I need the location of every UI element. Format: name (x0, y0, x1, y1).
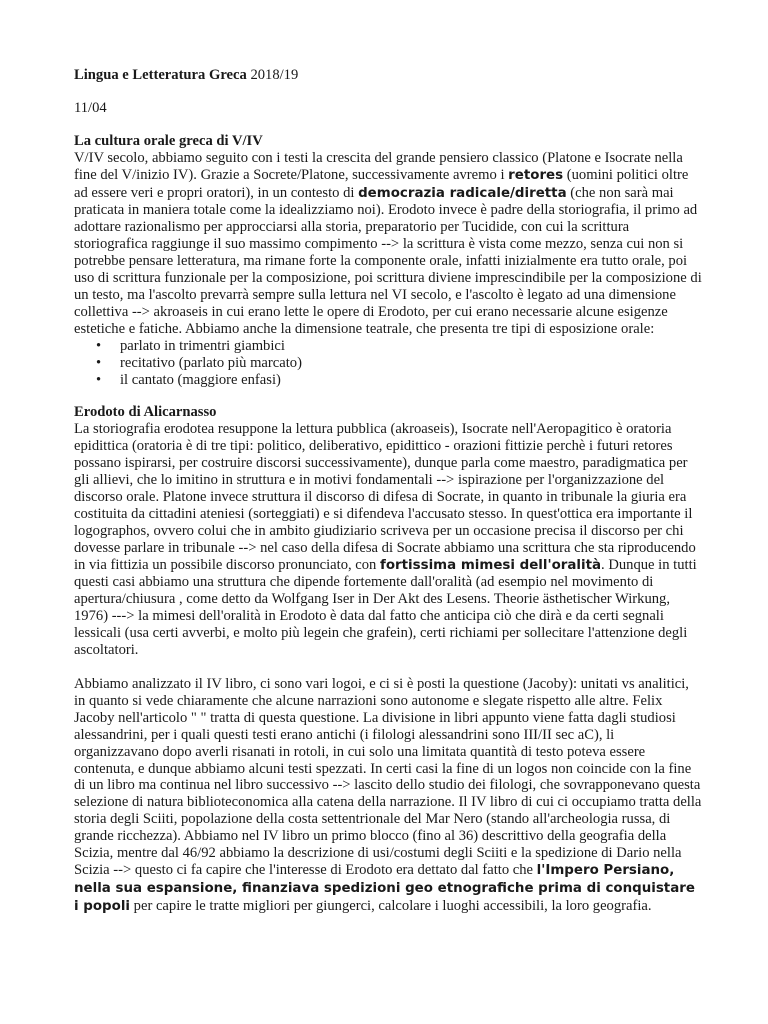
lecture-date: 11/04 (74, 99, 107, 116)
bullet-icon: • (96, 354, 102, 371)
text-run: La storiografia erodotea resuppone la lettura pubblica (akroaseis), Isocrate nell'Aeropagitico è oratoria epidittica (oratoria è di tre tipi: politico, deliberativo, epidittico - orazioni fittizie perchè i futuri retores possano ispirarsi, per costruire discorsi successivamente), dunque parla come maestro, paradigmatica per gli allievi, che lo imitino in struttura e in motivi fondamentali --> ispirazione per l'organizzazione del discorso orale. Platone invece struttura il discorso di difesa di Socrate, in quanto in tribunale la giuria era costituita da cittadini ateniesi (sorteggiati) e si difendeva l'accusato stesso. In quest'ottica era importante il logographos, ovvero colui che in ambito giudiziario scriveva per un occasione precisa il discorso per chi dovesse parlare in tribunale --> nel caso della difesa di Socrate abbiamo una scrittura che sta riproducendo in via fittizia un possibile discorso pronunciato, con (74, 421, 696, 573)
bold-term-democrazia: democrazia radicale/diretta (358, 185, 567, 201)
list-item-text: il cantato (maggiore enfasi) (120, 371, 281, 388)
text-run: (uomini politici oltre ad essere veri e propri oratori), in un contesto di (74, 166, 689, 201)
list-item-text: parlato in trimentri giambici (120, 337, 285, 354)
paragraph-libro-iv (74, 676, 702, 916)
course-name: Lingua e Letteratura Greca (74, 67, 247, 83)
list-item (96, 337, 702, 355)
bold-term-mimesi: fortissima mimesi dell'oralità (380, 557, 602, 573)
document-page (74, 67, 702, 916)
text-run: V/IV secolo, abbiamo seguito con i testi la crescita del grande pensiero classico (Platone e Isocrate nella fine del V/inizio IV). Grazie a Socrete/Platone, successivamente avremo i (74, 149, 683, 183)
document-title (74, 67, 702, 84)
section-heading-oral-culture: La cultura orale greca di V/IV (74, 132, 263, 149)
paragraph-erodoto (74, 421, 702, 659)
bold-term-impero-persiano: l'Impero Persiano, nella sua espansione, finanziava spedizioni geo etnografiche prima di conquistare i popoli (74, 862, 695, 914)
academic-year: 2018/19 (246, 67, 299, 83)
bullet-icon: • (96, 371, 102, 388)
text-run: per capire le tratte migliori per giungerci, calcolare i luoghi accessibili, la loro geografia. (130, 897, 652, 914)
list-item-text: recitativo (parlato più marcato) (120, 354, 302, 371)
bullet-icon: • (96, 337, 102, 354)
bullet-list-oral-exposition (74, 338, 702, 389)
bold-term-retores: retores (508, 167, 564, 183)
list-item (96, 371, 702, 389)
paragraph-oral-culture (74, 150, 702, 338)
text-run: . Dunque in tutti questi casi abbiamo una struttura che dipende fortemente dall'oralità (ad esempio nel movimento di apertura/chiusura , come detto da Wolfgang Iser in Der Akt des Lesens. Theorie ästhetischer Wirkung, 1976) ---> la mimesi dell'oralità in Erodoto è data dal fatto che anticipa ciò che dirà e da certi segnali lessicali (usa certi avverbi, e molto più legein che grafein), certi richiami per sollecitare l'attenzione degli ascoltatori. (74, 556, 697, 659)
section-heading-erodoto: Erodoto di Alicarnasso (74, 404, 217, 421)
text-run: Abbiamo analizzato il IV libro, ci sono vari logoi, e ci si è posti la questione (Jacoby): unitati vs analitici, in quanto si vede chiaramente che alcune narrazioni sono autonome e slegate rispetto alle altre. Felix Jacoby nell'articolo " " tratta di questa questione. La divisione in libri appunto viene fatta dagli studiosi alessandrini, per i quali questi testi erano antichi (i filologi alessandrini sono III/II sec aC), li organizzavano dopo averli risanati in rotoli, in cui solo una limitata quantità di testo poteva essere contenuta, e dunque abbiamo alcuni testi spezzati. In certi casi la fine di un logos non coincide con la fine di un libro ma continua nel libro successivo --> lascito dello studio dei filologi, che sovrapponevano questa selezione di natura biblioteconomica alla catena della narrazione. Il IV libro di cui ci occupiamo tratta della storia degli Sciiti, popolazione della costa settentrionale del Mar Nero (stando all'archeologia russa, di grande ricchezza). Abbiamo nel IV libro un primo blocco (fino al 36) descrittivo della geografia della Scizia, mentre dal 46/92 abbiamo la descrizione di usi/costumi degli Sciiti e la spedizione di Dario nella Scizia --> questo ci fa capire che l'interesse di Erodoto era dettato dal fatto che (74, 676, 702, 878)
text-run: (che non sarà mai praticata in maniera totale come la idealizziamo noi). Erodoto invece è padre della storiografia, il primo ad adottare razionalismo per approcciarsi alla storia, preparatorio per Tucidide, con cui la scrittura storiografica raggiunge il suo massimo compimento --> la scrittura è vista come mezzo, senza cui non si potrebbe pensare letteratura, ma rimane forte la componente orale, infatti inizialmente era tutto orale, poi uso di scrittura funzionale per la composizione, poi scrittura diviene imprescindibile per la composizione di un testo, ma l'ascolto prevarrà sempre sulla lettura nel VI secolo, e l'ascolto è legato ad una dimensione collettiva --> akroaseis in cui erano lette le opere di Erodoto, per cui erano necessarie alcune esigenze estetiche e fatiche. Abbiamo anche la dimensione teatrale, che presenta tre tipi di esposizione orale: (74, 184, 702, 337)
list-item (96, 354, 702, 372)
